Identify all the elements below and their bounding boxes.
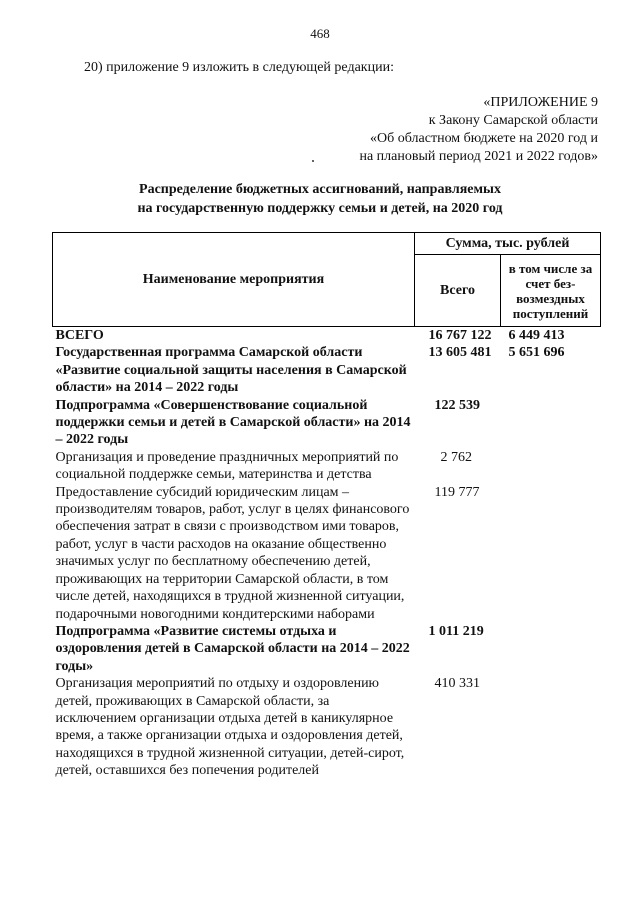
row-name: ВСЕГО bbox=[55, 328, 104, 343]
table-row bbox=[53, 449, 601, 484]
appendix-line-2: к Закону Самарской области bbox=[428, 113, 598, 128]
row-free: 5 651 696 bbox=[508, 345, 565, 361]
document-title bbox=[60, 180, 580, 218]
header-free: в том числе за счет без-возмездных поступлений bbox=[501, 255, 601, 327]
appendix-line-1: «ПРИЛОЖЕНИЕ 9 bbox=[483, 95, 598, 110]
row-total: 16 767 122 bbox=[428, 328, 492, 343]
header-sum: Сумма, тыс. рублей bbox=[415, 233, 601, 255]
table-row bbox=[53, 484, 601, 623]
row-name: Подпрограмма «Совершенствование социальной поддержки семьи и детей в Самарской области» на 2014 – 2022 годы bbox=[55, 397, 411, 448]
table-row bbox=[53, 327, 601, 345]
row-free: 6 449 413 bbox=[508, 328, 565, 343]
table-row bbox=[53, 344, 601, 396]
row-total: 122 539 bbox=[434, 397, 480, 413]
row-name: Государственная программа Самарской области «Развитие социальной защиты населения в Самарской области» на 2014 – 2022 годы bbox=[55, 345, 407, 396]
intro-line: 20) приложение 9 изложить в следующей редакции: bbox=[84, 60, 394, 75]
row-free bbox=[501, 449, 601, 484]
row-total: 410 331 bbox=[434, 676, 480, 692]
table-row bbox=[53, 623, 601, 675]
header-name: Наименование мероприятия bbox=[53, 233, 415, 327]
row-total: 1 011 219 bbox=[428, 623, 484, 639]
row-name: Подпрограмма «Развитие системы отдыха и оздоровления детей в Самарской области на 2014 – 2022 годы» bbox=[55, 623, 410, 674]
row-free bbox=[501, 484, 601, 623]
appendix-line-3: «Об областном бюджете на 2020 год и bbox=[370, 131, 598, 146]
page-number: 468 bbox=[310, 26, 330, 41]
row-total: 2 762 bbox=[440, 449, 472, 465]
table-row bbox=[53, 675, 601, 779]
budget-table bbox=[52, 232, 601, 780]
row-name: Предоставление субсидий юридическим лицам – производителям товаров, работ, услуг в целях финансового обеспечения затрат в связи с производством ими товаров, работ, услуг в части расходов на оказание общественно значимых услуг по бесплатному обеспечению детей, проживающих на территории Самарской области, в том числе детей, находящихся в трудной жизненной ситуации, подарочными новогодними кондитерскими наборами bbox=[55, 484, 410, 622]
title-line-2: на государственную поддержку семьи и детей, на 2020 год bbox=[137, 201, 503, 216]
row-name: Организация мероприятий по отдыху и оздоровлению детей, проживающих в Самарской области, за исключением организации отдыха детей в каникулярное время, а также организации отдыха и оздоровления детей, находящихся в трудной жизненной ситуации, детей-сирот, детей, оставшихся без попечения родителей bbox=[55, 676, 405, 779]
row-name: Организация и проведение праздничных мероприятий по социальной поддержке семьи, материнства и детства bbox=[55, 449, 399, 483]
row-total: 119 777 bbox=[434, 484, 480, 500]
table-row bbox=[53, 397, 601, 449]
row-free bbox=[501, 623, 601, 675]
header-total: Всего bbox=[415, 255, 501, 327]
appendix-line-4: на плановый период 2021 и 2022 годов» bbox=[359, 149, 598, 164]
row-free bbox=[501, 397, 601, 449]
scan-dot bbox=[312, 160, 314, 162]
title-line-1: Распределение бюджетных ассигнований, направляемых bbox=[139, 182, 501, 197]
row-free bbox=[501, 675, 601, 779]
row-total: 13 605 481 bbox=[428, 345, 492, 361]
